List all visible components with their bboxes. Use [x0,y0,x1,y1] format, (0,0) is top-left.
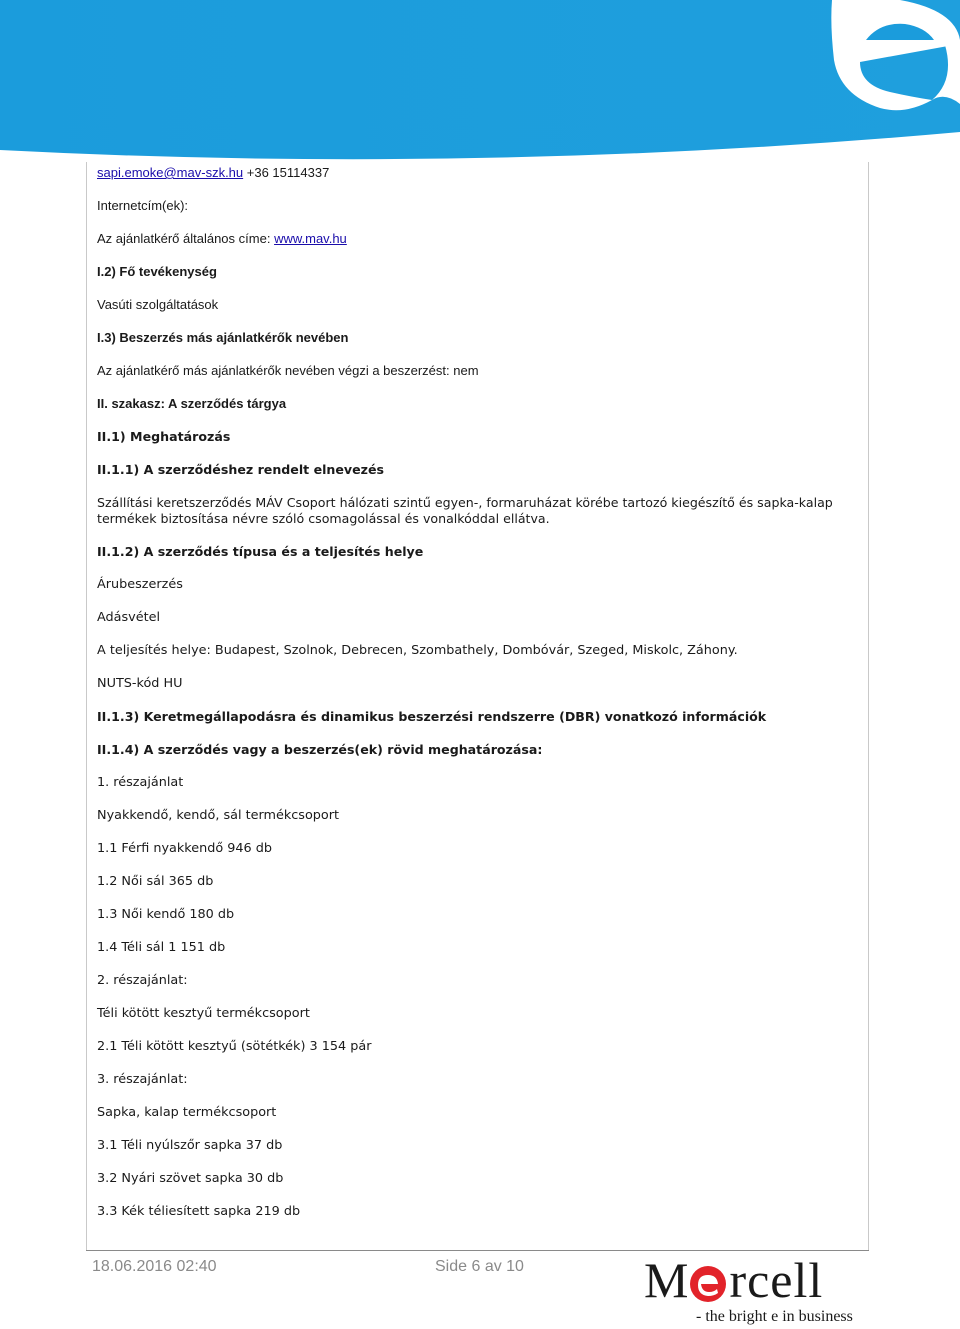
general-address-label: Az ajánlatkérő általános címe: [97,231,271,246]
logo-e-icon [689,1265,727,1303]
short-description-heading: II.1.4) A szerződés vagy a beszerzés(ek) rövid meghatározása: [97,742,543,757]
marcell-logo [644,1253,870,1329]
lot2-group: Téli kötött kesztyű termékcsoport [97,1006,310,1021]
email-link[interactable]: sapi.emoke@mav-szk.hu [97,165,244,180]
lot2-item-1: 2.1 Téli kötött kesztyű (sötétkék) 3 154 pár [97,1039,372,1054]
footer-date: 18.06.2016 02:40 [92,1258,217,1275]
contract-type-heading: II.1.2) A szerződés típusa és a teljesítés helye [97,544,424,559]
general-address-link[interactable]: www.mav.hu [274,231,347,246]
general-address-line [97,231,347,247]
footer-divider [86,1250,869,1251]
nuts-code: NUTS-kód HU [97,676,183,691]
lot2-title: 2. részajánlat: [97,973,188,988]
lot1-item-4: 1.4 Téli sál 1 151 db [97,940,226,955]
lot3-group: Sapka, kalap termékcsoport [97,1105,277,1120]
contract-type-sale: Adásvétel [97,610,161,625]
frame-left-border [86,162,87,1250]
main-activity-value: Vasúti szolgáltatások [97,297,219,312]
internet-label: Internetcím(ek): [97,198,189,213]
lot3-title: 3. részajánlat: [97,1072,188,1087]
lot1-item-3: 1.3 Női kendő 180 db [97,907,235,922]
logo-wordmark [644,1253,823,1307]
lot3-item-1: 3.1 Téli nyúlszőr sapka 37 db [97,1138,283,1153]
contact-line [97,165,329,181]
definition-heading: II.1) Meghatározás [97,429,231,444]
joint-procurement-value: Az ajánlatkérő más ajánlatkérők nevében végzi a beszerzést: nem [97,363,479,378]
lot3-item-3: 3.3 Kék téliesített sapka 219 db [97,1204,301,1219]
phone-number: +36 15114337 [246,165,330,180]
footer-page-number: Side 6 av 10 [435,1258,524,1275]
contract-type-goods: Árubeszerzés [97,577,183,592]
place-of-performance: A teljesítés helye: Budapest, Szolnok, Debrecen, Szombathely, Dombóvár, Szeged, Miskolc, Záhony. [97,643,738,658]
logo-letters-rcell: rcell [729,1252,824,1308]
joint-procurement-heading: I.3) Beszerzés más ajánlatkérők nevében [97,330,349,345]
lot1-title: 1. részajánlat [97,775,184,790]
framework-heading: II.1.3) Keretmegállapodásra és dinamikus beszerzési rendszerre (DBR) vonatkozó információk [97,709,767,724]
contract-name-value: Szállítási keretszerződés MÁV Csoport hálózati szintű egyen-, formaruházat körébe tartozó kiegészítő és sapka-kalap termékek biztosítása névre szóló csomagolással és vonalkóddal ellátva. [97,495,833,526]
lot1-item-2: 1.2 Női sál 365 db [97,874,214,889]
main-activity-heading: I.2) Fő tevékenység [97,264,217,279]
logo-tagline: - the bright e in business [696,1308,853,1325]
lot1-item-1: 1.1 Férfi nyakkendő 946 db [97,841,272,856]
frame-right-border [868,162,869,1250]
header-banner [0,0,960,162]
lot1-group: Nyakkendő, kendő, sál termékcsoport [97,808,340,823]
lot3-item-2: 3.2 Nyári szövet sapka 30 db [97,1171,284,1186]
contract-name-heading: II.1.1) A szerződéshez rendelt elnevezés [97,462,385,477]
section2-heading: II. szakasz: A szerződés tárgya [97,396,287,411]
logo-letter-m: M [644,1252,690,1308]
